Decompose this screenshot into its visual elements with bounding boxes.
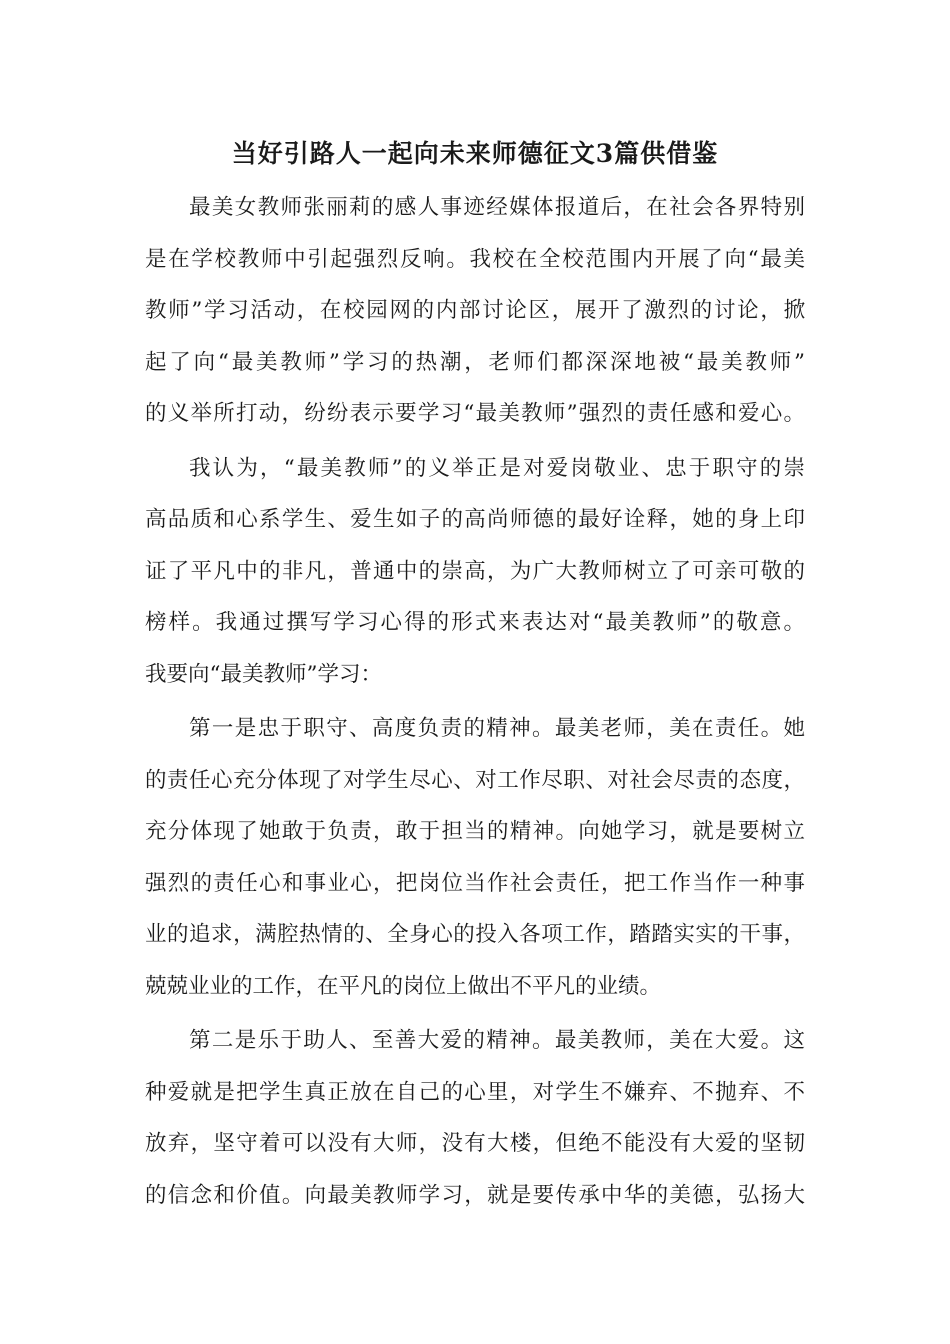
text-line: 是在学校教师中引起强烈反响。我校在全校范围内开展了向“最美: [145, 246, 805, 272]
paragraph: [145, 182, 805, 440]
text-line: 充分体现了她敢于负责，敢于担当的精神。向她学习，就是要树立: [145, 819, 805, 844]
text-line: 高品质和心系学生、爱生如子的高尚师德的最好诠释，她的身上印: [145, 507, 805, 532]
text-line: 起了向“最美教师”学习的热潮，老师们都深深地被“最美教师”: [145, 349, 805, 375]
text-line: 第一是忠于职守、高度负责的精神。最美老师，美在责任。她: [189, 716, 805, 741]
text-line: 的义举所打动，纷纷表示要学习“最美教师”强烈的责任感和爱心。: [145, 401, 805, 426]
text-line: 种爱就是把学生真正放在自己的心里，对学生不嫌弃、不抛弃、不: [145, 1079, 805, 1105]
text-line: 业的追求，满腔热情的、全身心的投入各项工作，踏踏实实的干事，: [145, 922, 805, 947]
document-body: [145, 182, 805, 1221]
text-line: 我要向“最美教师”学习：: [145, 661, 382, 687]
text-line: 榜样。我通过撰写学习心得的形式来表达对“最美教师”的敬意。: [145, 610, 805, 635]
text-line: 最美女教师张丽莉的感人事迹经媒体报道后，在社会各界特别: [189, 195, 805, 220]
text-line: 我认为，“最美教师”的义举正是对爱岗敬业、忠于职守的崇: [189, 455, 805, 481]
paragraph: [145, 1015, 805, 1221]
text-line: 证了平凡中的非凡，普通中的崇高，为广大教师树立了可亲可敬的: [145, 558, 805, 584]
text-line: 教师”学习活动，在校园网的内部讨论区，展开了激烈的讨论，掀: [145, 298, 805, 323]
text-line: 兢兢业业的工作，在平凡的岗位上做出不平凡的业绩。: [145, 973, 662, 999]
paragraph: [145, 443, 805, 701]
text-line: 的信念和价值。向最美教师学习，就是要传承中华的美德，弘扬大: [145, 1182, 805, 1208]
text-line: 放弃，坚守着可以没有大师，没有大楼，但绝不能没有大爱的坚韧: [145, 1131, 805, 1156]
text-line: 强烈的责任心和事业心，把岗位当作社会责任，把工作当作一种事: [145, 870, 805, 896]
document-title: 当好引路人一起向未来师德征文3篇供借鉴: [231, 139, 719, 168]
text-line: 的责任心充分体现了对学生尽心、对工作尽职、对社会尽责的态度，: [145, 767, 805, 793]
paragraph: [145, 703, 805, 1012]
text-line: 第二是乐于助人、至善大爱的精神。最美教师，美在大爱。这: [189, 1028, 805, 1053]
